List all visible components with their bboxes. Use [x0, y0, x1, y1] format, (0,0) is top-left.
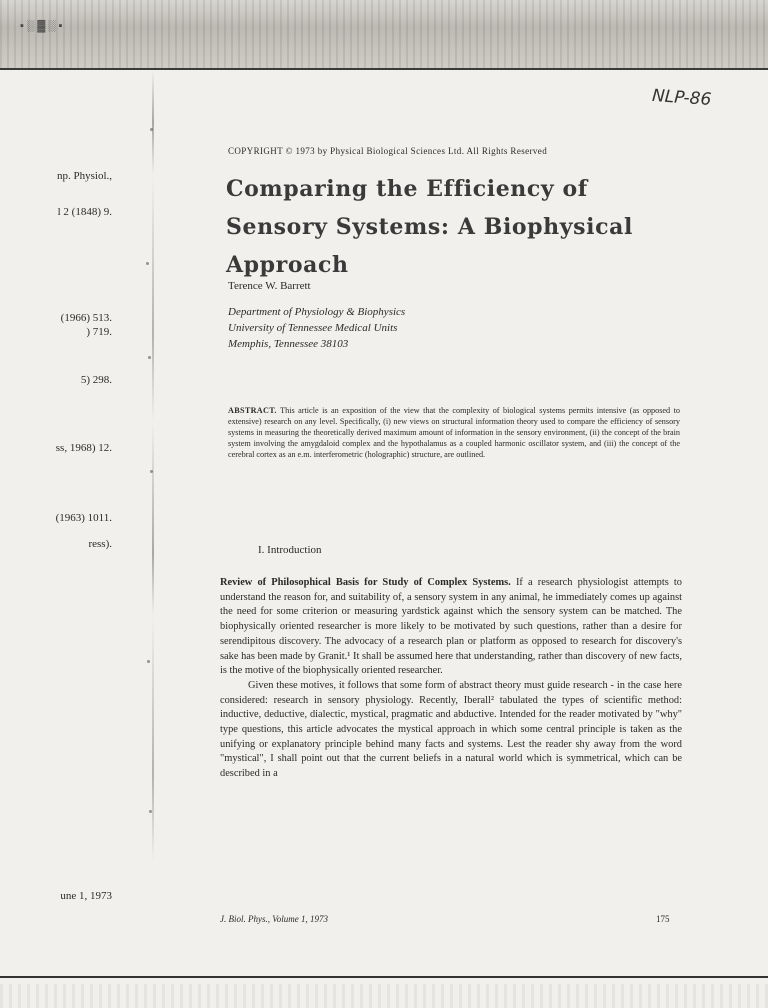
- handwritten-note: NLP-86: [651, 85, 712, 111]
- abstract-label: ABSTRACT.: [228, 406, 277, 415]
- author-affiliation: [228, 304, 405, 352]
- margin-fragment: l 2 (1848) 9.: [57, 206, 112, 218]
- journal-citation: J. Biol. Phys., Volume 1, 1973: [220, 914, 328, 924]
- margin-fragment: 5) 298.: [80, 374, 112, 386]
- page-number: 175: [656, 914, 670, 924]
- margin-fragment: ss, 1968) 12.: [55, 442, 112, 454]
- margin-fragment: ress).: [88, 538, 112, 550]
- affiliation-line: Department of Physiology & Biophysics: [228, 306, 406, 318]
- affiliation-line: Memphis, Tennessee 38103: [228, 338, 349, 350]
- paragraph: [220, 576, 682, 679]
- scan-speck: [150, 470, 153, 473]
- scan-speck: [148, 356, 151, 359]
- scan-speck: [146, 262, 149, 265]
- scan-speck: [149, 810, 152, 813]
- margin-fragment: ) 719.: [86, 326, 112, 338]
- paragraph: Given these motives, it follows that some form of abstract theory must guide research - in the case here considered: research in sensory physiology. Recently, Iberall² tabulated the types of scientific method: inductive, deductive, dialectic, mystical, pragmatic and abductive. Intended for the reader motivated by "why" type questions, this article advocates the mystical approach in which some central principle is taken as the unifying or explanatory principle behind many facts and systems. Lest the reader shy away from the word "mystical", I shall point out that the current beliefs in a natural world which is symmetrical, which can be described in a: [220, 679, 682, 780]
- margin-fragment: (1966) 513.: [60, 312, 112, 324]
- abstract: [228, 405, 680, 460]
- abstract-text: This article is an exposition of the view that the complexity of biological systems permits intensive (as opposed to extensive) research on any level. Specifically, (i) new views on structural information theory used to compare the efficiency of sensory systems in measuring the theoretically derived maximum amount of information in the sensory environment, (ii) the concept of the brain system involving the amygdaloid complex and the hypothalamus as a coupled harmonic oscillator system, and (iii) the concept of the cerebral cortex as an e.m. interferometric (holographic) structure, are outlined.: [228, 406, 680, 460]
- previous-page-margin: [0, 0, 150, 1008]
- paragraph-heading: Review of Philosophical Basis for Study of Complex Systems.: [220, 577, 511, 588]
- scan-speck: [150, 128, 153, 131]
- margin-fragment: np. Physiol.,: [56, 170, 112, 182]
- margin-fragment: (1963) 1011.: [55, 512, 112, 524]
- page-fold-shadow: [152, 70, 154, 950]
- scanned-bottom-edge: [0, 984, 768, 1008]
- scan-speck: [147, 660, 150, 663]
- section-heading: I. Introduction: [258, 544, 322, 556]
- affiliation-line: University of Tennessee Medical Units: [228, 322, 398, 334]
- page-bottom-edge: [0, 976, 768, 978]
- paragraph-text: If a research physiologist attempts to understand the reason for, and suitability of, a sensory system in any animal, he immediately comes up against the need for some criterion or measuring yardstick against which the sensory system can be matched. The biophysically oriented researcher is more likely to be motivated by such questions, rather than a desire for serendipitous discovery. The advocacy of a research plan or platform as opposed to research for discovery's sake has been made by Granit.¹ It shall be assumed here that understanding, rather than discovery of new facts, is the motive of the biophysically oriented researcher.: [220, 577, 682, 677]
- copyright-line: COPYRIGHT © 1973 by Physical Biological Sciences Ltd. All Rights Reserved: [228, 146, 548, 156]
- margin-fragment: une 1, 1973: [60, 890, 112, 902]
- body-text: [220, 576, 682, 782]
- scan-artifact: ▪ ░ ▓ ░ ▪: [20, 20, 63, 32]
- author-name: Terence W. Barrett: [228, 280, 311, 292]
- paper-title: Comparing the Efficiency of Sensory Systems: A Biophysical Approach: [226, 176, 633, 278]
